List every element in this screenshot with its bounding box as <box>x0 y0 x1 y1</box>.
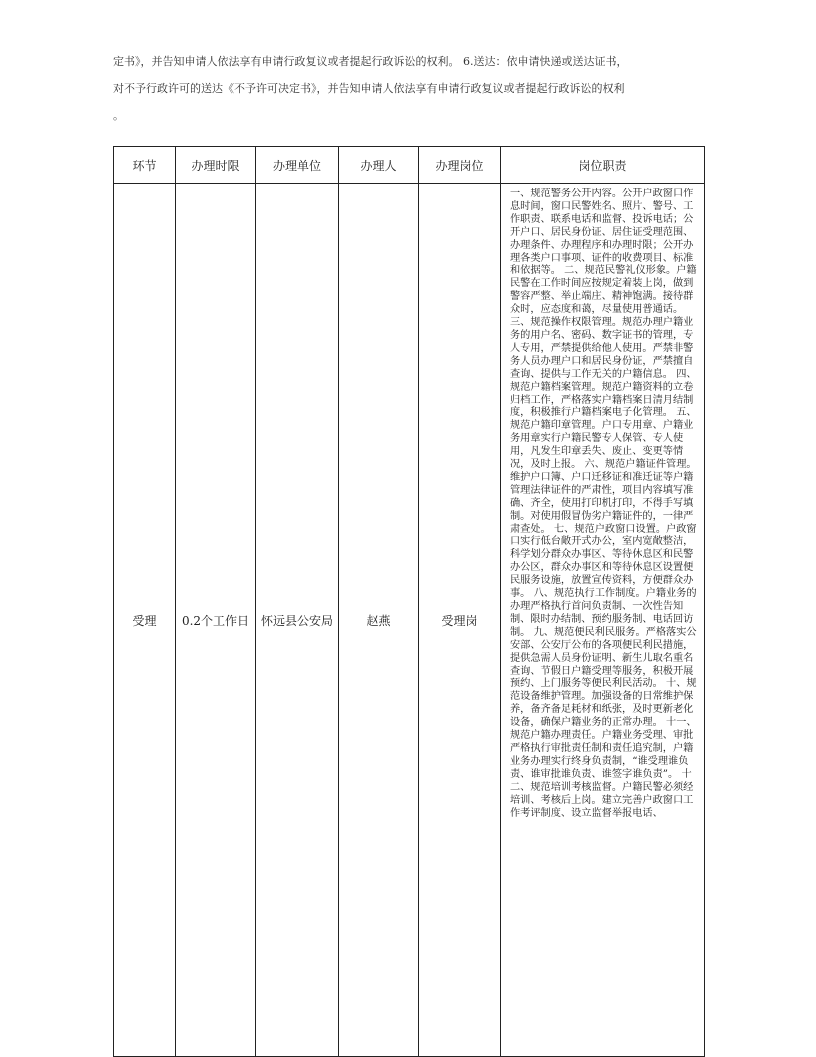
cell-person: 赵燕 <box>339 184 419 1057</box>
table-row <box>114 184 705 1057</box>
cell-duty <box>501 184 705 1057</box>
cell-unit: 怀远县公安局 <box>256 184 339 1057</box>
process-table <box>113 146 705 1057</box>
intro-line: 定书》，并告知申请人依法享有申请行政复议或者提起行政诉讼的权利。 6.送达：依申请快递或送达证书， <box>113 55 628 68</box>
header-time-limit: 办理时限 <box>176 147 256 184</box>
cell-stage: 受理 <box>114 184 176 1057</box>
header-person: 办理人 <box>339 147 419 184</box>
intro-line: 对不予行政许可的送达《不予许可决定书》，并告知申请人依法享有申请行政复议或者提起行政诉讼的权利 <box>113 82 625 95</box>
cell-post: 受理岗 <box>419 184 501 1057</box>
header-duty: 岗位职责 <box>501 147 705 184</box>
intro-line: 。 <box>113 109 124 122</box>
intro-text <box>113 48 713 129</box>
header-stage: 环节 <box>114 147 176 184</box>
header-unit: 办理单位 <box>256 147 339 184</box>
cell-time-limit: 0.2个工作日 <box>176 184 256 1057</box>
header-post: 办理岗位 <box>419 147 501 184</box>
table-header-row <box>114 147 705 184</box>
duty-text: 一、规范警务公开内容。公开户政窗口作息时间，窗口民警姓名、照片、警号、工作职责、联系电话和监督、投诉电话；公开户口、居民身份证、居住证受理范围、办理条件、办理程序和办理时限；公开办理各类户口事项、证件的收费项目、标准和依据等。 二、规范民警礼仪形象。户籍民警在工作时间应按规定着装上岗，做到警容严整、举止端庄、精神饱满。接待群众时，应态度和蔼，尽量使用普通话。 三、规范操作权限管理。规范办理户籍业务的用户名、密码、数字证书的管理，专人专用，严禁提供给他人使用。严禁非警务人员办理户口和居民身份证，严禁擅自查询、提供与工作无关的户籍信息。 四、规范户籍档案管理。规范户籍资料的立卷归档工作，严格落实户籍档案日清月结制度，积极推行户籍档案电子化管理。 五、规范户籍印章管理。户口专用章、户籍业务用章实行户籍民警专人保管、专人使用，凡发生印章丢失、废止、变更等情况，及时上报。 六、规范户籍证件管理。维护户口簿、户口迁移证和准迁证等户籍管理法律证件的严肃性，项目内容填写准确、齐全，使用打印机打印，不得手写填制。对使用假冒伪劣户籍证件的，一律严肃查处。 七、规范户政窗口设置。户政窗口实行低台敞开式办公，室内宽敞整洁，科学划分群众办事区、等待休息区和民警办公区，群众办事区和等待休息区设置便民服务设施，放置宣传资料，方便群众办事。 八、规范执行工作制度。户籍业务的办理严格执行首问负责制、一次性告知制、限时办结制、预约服务制、电话回访制。 九、规范便民利民服务。严格落实公安部、公安厅公布的各项便民利民措施，提供急需人员身份证明、新生儿取名重名查询、节假日户籍受理等服务，积极开展预约、上门服务等便民利民活动。 十、规范设备维护管理。加强设备的日常维护保养，备齐备足耗材和纸张，及时更新老化设备，确保户籍业务的正常办理。 十一、规范户籍办理责任。户籍业务受理、审批严格执行审批责任制和责任追究制，户籍业务办理实行终身负责制，“谁受理谁负责、谁审批谁负责、谁签字谁负责”。 十二、规范培训考核监督。户籍民警必须经培训、考核后上岗。建立完善户政窗口工作考评制度、设立监督举报电话、 <box>510 188 697 819</box>
